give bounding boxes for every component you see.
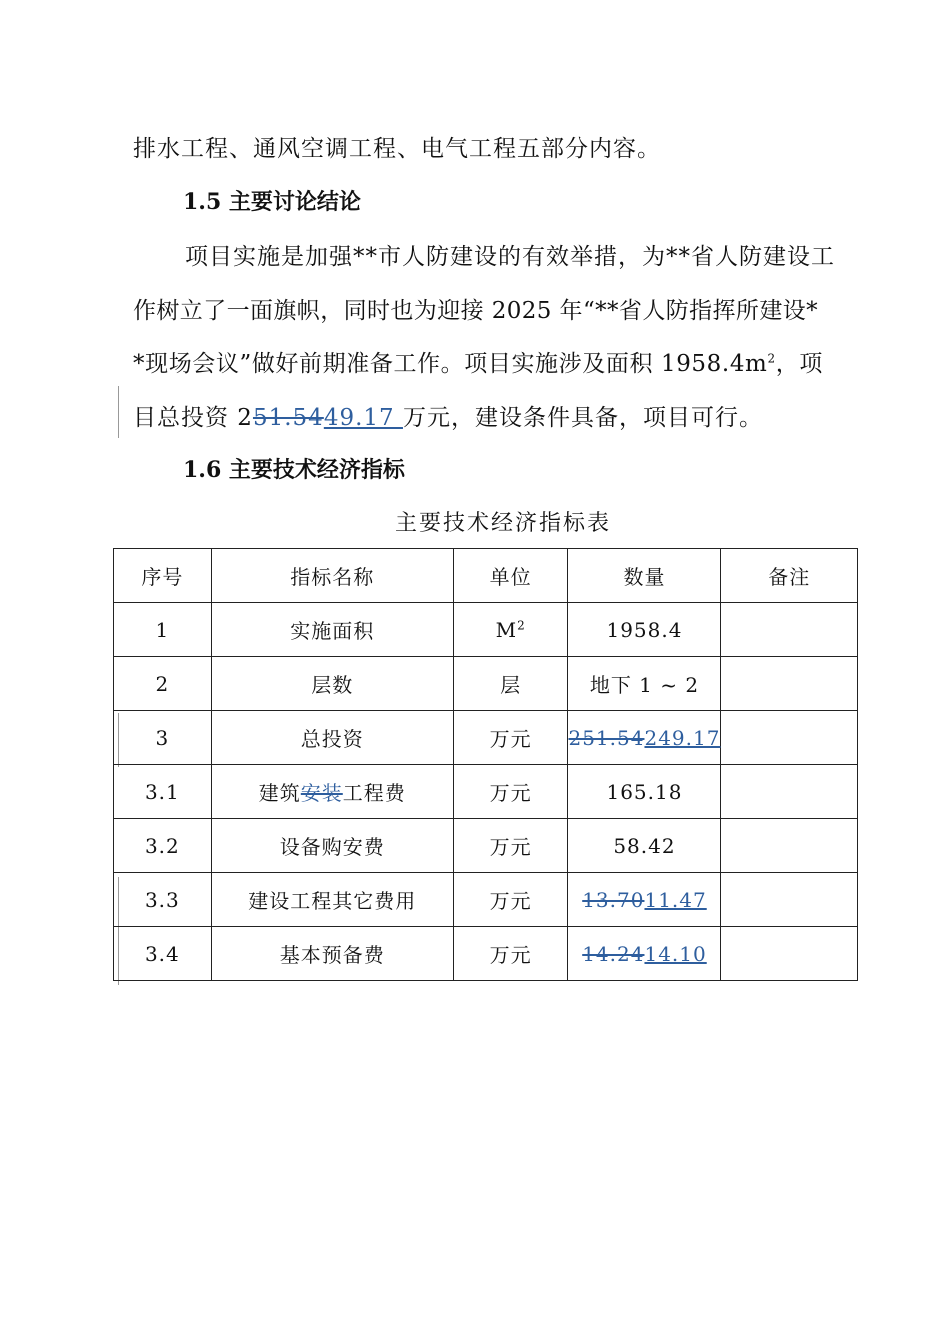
cell-no: 3 (114, 711, 212, 765)
cell-no: 1 (114, 603, 212, 657)
inserted-text: 11.47 (644, 887, 707, 912)
section-heading-1-5: 1.5 主要讨论结论 (183, 189, 361, 215)
paragraph-line: 项目实施是加强**市人防建设的有效举措，为**省人防建设工 (185, 244, 835, 270)
deleted-text: 13.70 (582, 887, 645, 912)
inserted-text: 49.17 (323, 405, 403, 431)
paragraph-continuation: 排水工程、通风空调工程、电气工程五部分内容。 (133, 136, 661, 162)
deleted-text: 14.24 (582, 941, 645, 966)
cell-name: 建设工程其它费用 (211, 873, 453, 927)
paragraph-text: 目总投资 2 (133, 405, 253, 431)
paragraph-text: 万元，建设条件具备，项目可行。 (402, 405, 763, 431)
indicator-table (113, 548, 858, 981)
cell-qty (568, 927, 721, 981)
cell-note (721, 873, 858, 927)
cell-note (721, 603, 858, 657)
header-cell: 单位 (453, 549, 568, 603)
superscript: 2 (517, 617, 526, 632)
table-row (114, 819, 858, 873)
cell-name (211, 765, 453, 819)
table-row (114, 765, 858, 819)
table-row (114, 927, 858, 981)
table-row (114, 603, 858, 657)
paragraph-line: 作树立了一面旗帜，同时也为迎接 2025 年“**省人防指挥所建设* (133, 298, 819, 324)
cell-note (721, 657, 858, 711)
paragraph-line (133, 345, 873, 378)
change-bar (118, 386, 119, 438)
deleted-text: 251.54 (568, 725, 645, 750)
header-cell: 数量 (568, 549, 721, 603)
cell-unit (453, 603, 568, 657)
cell-qty (568, 711, 721, 765)
cell-note (721, 819, 858, 873)
header-cell: 序号 (114, 549, 212, 603)
cell-qty: 58.42 (568, 819, 721, 873)
cell-qty (568, 873, 721, 927)
cell-name: 设备购安费 (211, 819, 453, 873)
paragraph-text: ，项 (775, 351, 823, 377)
cell-no: 3.1 (114, 765, 212, 819)
cell-qty: 1958.4 (568, 603, 721, 657)
header-cell: 备注 (721, 549, 858, 603)
cell-qty: 地下 1 ~ 2 (568, 657, 721, 711)
cell-name: 基本预备费 (211, 927, 453, 981)
paragraph-line (133, 399, 873, 432)
cell-qty: 165.18 (568, 765, 721, 819)
cell-no: 2 (114, 657, 212, 711)
table-row (114, 711, 858, 765)
name-text: 工程费 (342, 781, 406, 805)
cell-unit: 万元 (453, 765, 568, 819)
cell-name: 层数 (211, 657, 453, 711)
cell-note (721, 765, 858, 819)
section-heading-1-6: 1.6 主要技术经济指标 (183, 457, 405, 483)
table-header-row (114, 549, 858, 603)
table-caption: 主要技术经济指标表 (394, 511, 611, 536)
cell-unit: 万元 (453, 927, 568, 981)
cell-note (721, 711, 858, 765)
cell-no: 3.2 (114, 819, 212, 873)
inserted-text: 249.17 (644, 725, 721, 750)
table-row (114, 873, 858, 927)
deleted-text: 51.54 (252, 405, 324, 431)
cell-unit: 层 (453, 657, 568, 711)
cell-no: 3.4 (114, 927, 212, 981)
cell-name: 总投资 (211, 711, 453, 765)
cell-name: 实施面积 (211, 603, 453, 657)
cell-unit: 万元 (453, 873, 568, 927)
cell-unit: 万元 (453, 711, 568, 765)
cell-unit: 万元 (453, 819, 568, 873)
deleted-text: 安装 (300, 781, 343, 805)
unit-text: M (495, 617, 518, 642)
header-cell: 指标名称 (211, 549, 453, 603)
superscript: 2 (767, 351, 776, 366)
paragraph-text: *现场会议”做好前期准备工作。项目实施涉及面积 1958.4m (133, 351, 768, 377)
cell-note (721, 927, 858, 981)
name-text: 建筑 (258, 781, 301, 805)
cell-no: 3.3 (114, 873, 212, 927)
table-row (114, 657, 858, 711)
inserted-text: 14.10 (644, 941, 707, 966)
